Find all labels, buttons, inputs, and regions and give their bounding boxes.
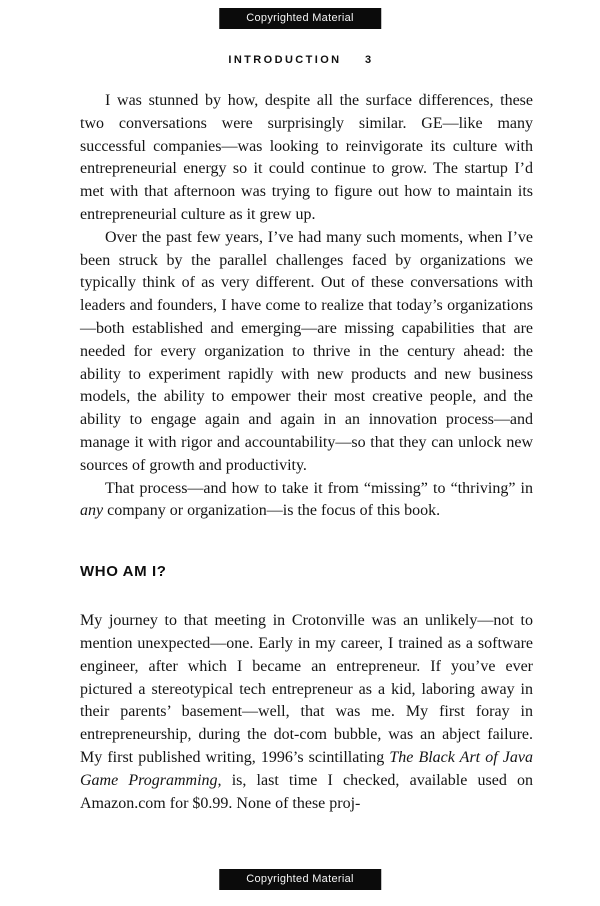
- text-run: That process—and how to take it from “missing” to “thriving” in: [105, 479, 533, 497]
- paragraph: [80, 227, 533, 478]
- section-heading: WHO AM I?: [80, 563, 167, 581]
- text-run: company or organization—is the focus of this book.: [103, 502, 441, 520]
- who-am-i-paragraphs: [80, 610, 533, 815]
- paragraph: [80, 478, 533, 524]
- text-run: Over the past few years, I’ve had many such moments, when I’ve been struck by the parallel challenges faced by organizations we typically think of as very different. Out of these conversations with leaders and founders, I have come to realize that today’s organizations—both established and emerging—are missing capabilities that are needed for every organization to thrive in the century ahead: the ability to experiment rapidly with new products and new business models, the ability to empower their most creative people, and the ability to engage again and again in an innovation process—and manage it with rigor and accountability—so that they can unlock new sources of growth and productivity.: [80, 228, 533, 474]
- running-header-chapter-title: INTRODUCTION: [228, 54, 342, 66]
- copyright-banner-top: [219, 8, 381, 29]
- copyright-banner-bottom-label: Copyrighted Material: [246, 873, 354, 885]
- intro-paragraphs: [80, 90, 533, 523]
- copyright-banner-bottom: [219, 869, 381, 890]
- paragraph: [80, 610, 533, 815]
- paragraph: [80, 90, 533, 227]
- running-header-page-number: 3: [364, 54, 372, 66]
- page-text-column: [80, 90, 533, 815]
- text-run: I was stunned by how, despite all the surface differences, these two conversations were surprisingly similar. GE—like many successful companies—was looking to reinvigorate its culture with entrepreneurial energy so it could continue to grow. The startup I’d met with that afternoon was trying to figure out how to maintain its entrepreneurial culture as it grew up.: [80, 92, 533, 223]
- text-run: My journey to that meeting in Crotonville was an unlikely—not to mention unexpected—one. Early in my career, I trained as a software engineer, after which I became an entrepreneur. If you’ve ever pictured a stereotypical tech entrepreneur as a kid, laboring away in their parents’ basement—well, that was me. My first foray in entrepreneurship, during the dot-com bubble, was an abject failure. My first published writing, 1996’s scintillating: [80, 612, 533, 766]
- italic-text-run: The Black Art of Java Game Programming,: [80, 748, 533, 789]
- running-header: [0, 54, 600, 66]
- italic-text-run: any: [80, 502, 104, 520]
- text-run: is, last time I checked, available used on Amazon.com for $0.99. None of these proj-: [80, 771, 533, 812]
- copyright-banner-top-label: Copyrighted Material: [246, 12, 354, 24]
